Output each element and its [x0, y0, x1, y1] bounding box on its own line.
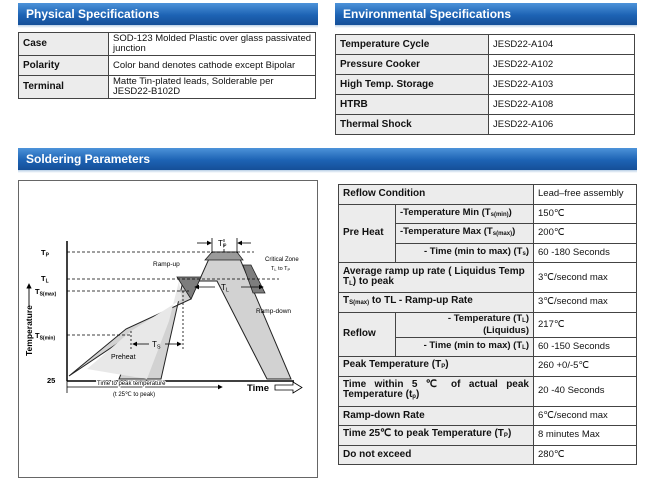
- pressure-cooker-label: Pressure Cooker: [336, 55, 489, 75]
- y-label-tsmin: $T_{S(min)}$: [35, 331, 56, 342]
- thermal-shock-label: Thermal Shock: [336, 115, 489, 135]
- soldering-params-table: [338, 184, 637, 465]
- environmental-specs-title: Environmental Specifications: [343, 7, 512, 21]
- ramp-up-label: Ramp-up: [153, 261, 180, 268]
- y-label-25: 25: [47, 376, 56, 385]
- soldering-params-title: Soldering Parameters: [26, 152, 151, 166]
- table-row: [336, 115, 635, 135]
- reflow-temp-label: - Temperature (TL) (Liquidus): [396, 312, 534, 337]
- reflow-time-label: - Time (min to max) (TL): [396, 337, 534, 357]
- physical-specs-header: [18, 3, 318, 25]
- y-label-tp: $T_P$: [41, 248, 49, 259]
- reflow-profile-svg: [19, 181, 317, 477]
- soldering-params-header: [18, 148, 637, 170]
- table-row: [339, 185, 637, 205]
- table-row: [339, 376, 637, 406]
- table-row: [19, 56, 316, 76]
- physical-specs-title: Physical Specifications: [26, 7, 160, 21]
- time-to-peak-label-2: (t 25℃ to peak): [113, 392, 156, 398]
- time-25-label: Time 25℃ to peak Temperature (TP): [339, 426, 534, 446]
- table-row: [336, 75, 635, 95]
- ramp-rate-value: 3℃/second max: [534, 263, 637, 293]
- thermal-shock-value: JESD22-A106: [489, 115, 635, 135]
- time-within-label: Time within 5 ℃ of actual peak Temperature (tp): [339, 376, 534, 406]
- terminal-value: Matte Tin-plated leads, Solderable per JESD22-B102D: [109, 76, 316, 99]
- table-row: [336, 55, 635, 75]
- preheat-label: Preheat: [111, 354, 136, 361]
- terminal-label: Terminal: [19, 76, 109, 99]
- reflow-label: Reflow: [339, 312, 396, 357]
- preheat-time-label: - Time (min to max) (Ts): [396, 243, 534, 263]
- preheat-time-value: 60 -180 Seconds: [534, 243, 637, 263]
- temperature-cycle-value: JESD22-A104: [489, 35, 635, 55]
- ramp-down-label: Ramp-down: [256, 308, 292, 315]
- ts-to-tl-value: 3℃/second max: [534, 293, 637, 313]
- table-row: [336, 35, 635, 55]
- ramp-down-value: 6℃/second max: [534, 406, 637, 426]
- time-arrow-icon: [275, 382, 302, 393]
- temp-max-label: -Temperature Max (Ts(max)): [396, 224, 534, 244]
- table-row: [336, 95, 635, 115]
- tp-interval-label: TP: [218, 239, 227, 250]
- environmental-specs-header: [335, 3, 637, 25]
- table-row: [339, 406, 637, 426]
- temp-min-label: -Temperature Min (Ts(min)): [396, 204, 534, 224]
- case-value: SOD-123 Molded Plastic over glass passivated junction: [109, 33, 316, 56]
- time-25-value: 8 minutes Max: [534, 426, 637, 446]
- pressure-cooker-value: JESD22-A102: [489, 55, 635, 75]
- x-axis-title: Time: [247, 383, 270, 394]
- time-within-value: 20 -40 Seconds: [534, 376, 637, 406]
- temp-max-value: 200℃: [534, 224, 637, 244]
- high-temp-storage-label: High Temp. Storage: [336, 75, 489, 95]
- do-not-exceed-label: Do not exceed: [339, 445, 534, 465]
- ts-interval-label: TS: [152, 340, 161, 351]
- table-row: [339, 263, 637, 293]
- ramp-down-label: Ramp-down Rate: [339, 406, 534, 426]
- reflow-temp-value: 217℃: [534, 312, 637, 337]
- reflow-time-value: 60 -150 Seconds: [534, 337, 637, 357]
- ramp-rate-label: Average ramp up rate ( Liquidus Temp TL) to peak: [339, 263, 534, 293]
- peak-temp-value: 260 +0/-5℃: [534, 357, 637, 377]
- physical-specs-table: [18, 32, 316, 99]
- case-label: Case: [19, 33, 109, 56]
- table-row: [339, 293, 637, 313]
- y-label-tl: $T_L$: [41, 274, 49, 285]
- ts-to-tl-label: TS(max) to TL - Ramp-up Rate: [339, 293, 534, 313]
- temp-min-value: 150℃: [534, 204, 637, 224]
- y-label-tsmax: $T_{S(max)}$: [35, 287, 57, 298]
- temperature-cycle-label: Temperature Cycle: [336, 35, 489, 55]
- table-row: [339, 445, 637, 465]
- peak-temp-label: Peak Temperature (TP): [339, 357, 534, 377]
- peak-cap: [205, 252, 243, 260]
- table-row: [339, 426, 637, 446]
- high-temp-storage-value: JESD22-A103: [489, 75, 635, 95]
- htrb-label: HTRB: [336, 95, 489, 115]
- do-not-exceed-value: 280℃: [534, 445, 637, 465]
- time-to-peak-label-1: Time to peak temperature: [97, 381, 166, 387]
- environmental-specs-table: [335, 34, 635, 135]
- table-row: [19, 76, 316, 99]
- pre-heat-label: Pre Heat: [339, 204, 396, 263]
- y-axis-title: Temperature: [24, 305, 34, 356]
- reflow-condition-label: Reflow Condition: [339, 185, 534, 205]
- tl-interval-label: TL: [221, 283, 229, 294]
- table-row: [19, 33, 316, 56]
- reflow-condition-value: Lead–free assembly: [534, 185, 637, 205]
- table-row: [339, 204, 637, 224]
- htrb-value: JESD22-A108: [489, 95, 635, 115]
- critical-zone-label: Critical Zone: [265, 257, 299, 263]
- critical-zone-sub: TL to TP: [271, 266, 291, 272]
- reflow-profile-diagram: [18, 180, 318, 478]
- polarity-value: Color band denotes cathode except Bipolar: [109, 56, 316, 76]
- table-row: [339, 312, 637, 337]
- polarity-label: Polarity: [19, 56, 109, 76]
- table-row: [339, 357, 637, 377]
